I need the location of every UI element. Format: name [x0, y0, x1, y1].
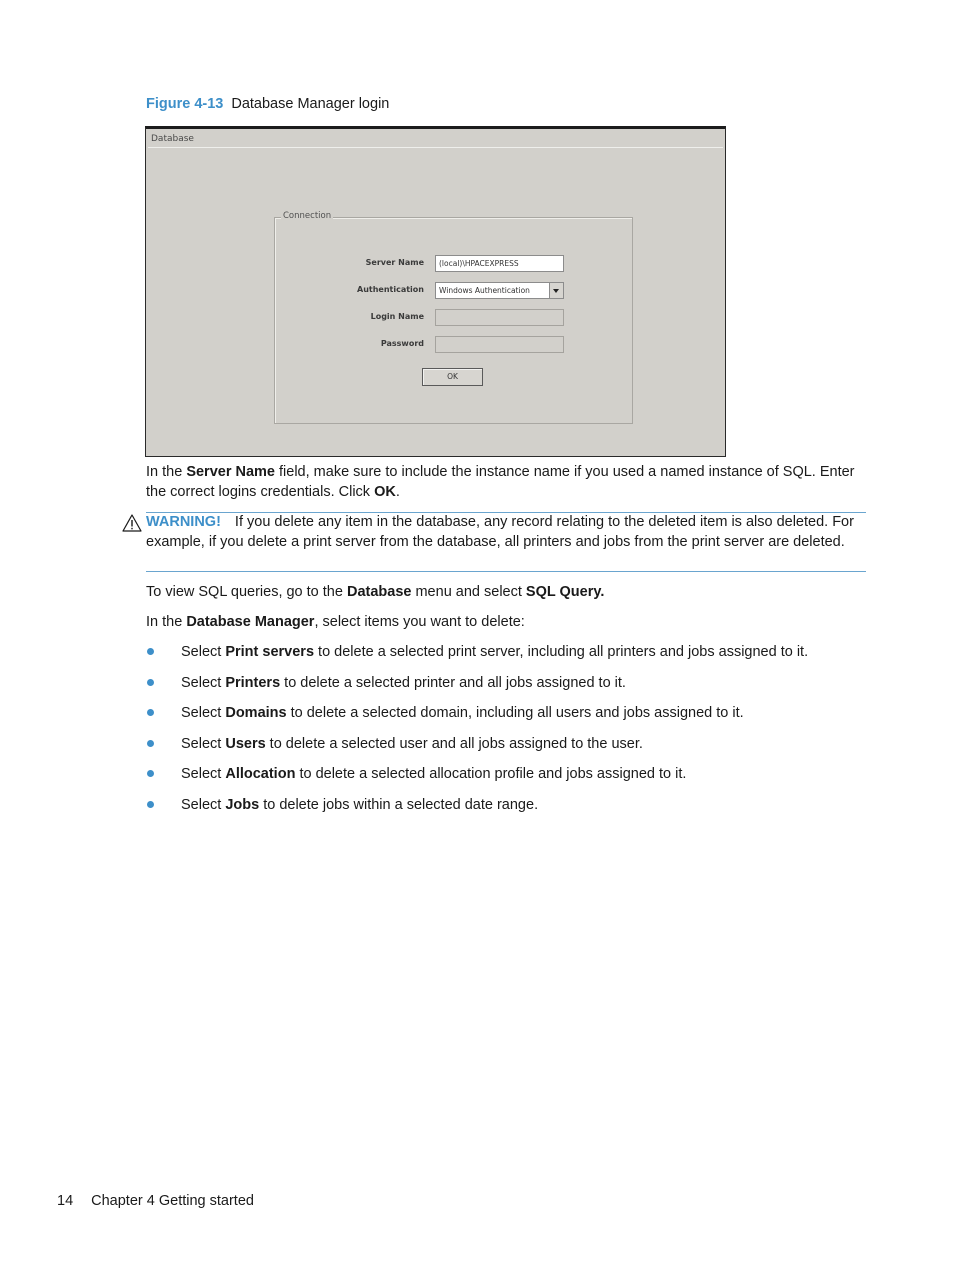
text: . — [395, 484, 400, 500]
bold-text: Users — [225, 735, 266, 752]
list-item — [146, 734, 868, 765]
bold-text: Database — [346, 584, 412, 600]
text: to delete jobs within a selected date range. — [259, 796, 539, 813]
login-name-input[interactable] — [435, 309, 564, 326]
bold-text: SQL Query. — [525, 584, 605, 600]
text: Select — [181, 705, 226, 721]
server-name-paragraph — [146, 462, 868, 502]
authentication-label: Authentication — [357, 285, 424, 294]
text: Select — [181, 735, 226, 752]
text: to delete a selected user and all jobs assigned to the user. — [265, 735, 643, 752]
bold-text: Server Name — [186, 464, 275, 480]
list-item — [146, 642, 868, 673]
text: to delete a selected domain, including all users and jobs assigned to it. — [286, 705, 744, 721]
bullet-icon — [147, 648, 154, 655]
password-row — [275, 336, 632, 354]
bold-text: OK — [374, 484, 396, 500]
bullet-icon — [147, 709, 154, 716]
warning-label: WARNING! — [146, 514, 221, 530]
text: to delete a selected printer and all jobs assigned to it. — [280, 674, 626, 691]
delete-options-list — [146, 642, 868, 825]
page-footer — [57, 1193, 254, 1209]
figure-title: Database Manager login — [231, 96, 390, 112]
text: Select — [181, 644, 226, 660]
chapter-title: Chapter 4 Getting started — [91, 1193, 254, 1209]
server-name-label: Server Name — [365, 258, 424, 267]
text: to delete a selected print server, including all printers and jobs assigned to it. — [314, 644, 809, 660]
bold-text: Domains — [225, 705, 287, 721]
figure-caption — [146, 96, 389, 112]
server-name-row — [275, 255, 632, 273]
bold-text: Jobs — [225, 796, 260, 813]
login-name-label: Login Name — [370, 312, 424, 321]
bullet-icon — [147, 740, 154, 747]
authentication-row — [275, 282, 632, 300]
password-input[interactable] — [435, 336, 564, 353]
bullet-icon — [147, 801, 154, 808]
title-divider — [148, 147, 723, 148]
warning-text: If you delete any item in the database, any record relating to the deleted item is also deleted. For example, if you delete a print server from the database, all printers and jobs from the print server are deleted. — [146, 514, 854, 550]
database-login-screenshot — [145, 126, 726, 457]
login-name-row — [275, 309, 632, 327]
bullet-icon — [147, 679, 154, 686]
connection-group-label: Connection — [283, 211, 332, 221]
ok-button[interactable]: OK — [422, 368, 483, 386]
sql-query-paragraph — [146, 582, 868, 602]
text: , select items you want to delete: — [314, 614, 525, 630]
window-title: Database — [151, 134, 194, 144]
list-item — [146, 703, 868, 734]
bullet-icon — [147, 770, 154, 777]
bold-text: Database Manager — [186, 614, 315, 630]
chevron-down-icon[interactable] — [549, 283, 563, 298]
text: Select — [181, 796, 226, 813]
warning-text-block — [146, 512, 868, 552]
text: Select — [181, 766, 226, 782]
database-manager-paragraph — [146, 612, 868, 632]
warning-icon — [122, 514, 142, 532]
text: to delete a selected allocation profile and jobs assigned to it. — [295, 766, 687, 782]
list-item — [146, 673, 868, 704]
password-label: Password — [380, 339, 424, 348]
bold-text: Print servers — [225, 644, 315, 660]
text: menu and select — [411, 584, 526, 600]
figure-number: Figure 4-13 — [146, 96, 224, 112]
authentication-value: Windows Authentication — [439, 286, 530, 295]
text: In the — [146, 464, 187, 480]
authentication-select[interactable] — [435, 282, 564, 299]
text: To view SQL queries, go to the — [146, 584, 347, 600]
list-item — [146, 795, 868, 826]
list-item — [146, 764, 868, 795]
page-number: 14 — [57, 1193, 74, 1209]
bold-text: Allocation — [225, 766, 296, 782]
text: Select — [181, 674, 226, 691]
bold-text: Printers — [225, 674, 281, 691]
server-name-input[interactable]: (local)\HPACEXPRESS — [435, 255, 564, 272]
text: In the — [146, 614, 187, 630]
text: field, make sure to include the instance name if you used a named instance of SQL. Enter the correct logins credentials. Click — [146, 464, 855, 500]
connection-group — [274, 211, 633, 424]
